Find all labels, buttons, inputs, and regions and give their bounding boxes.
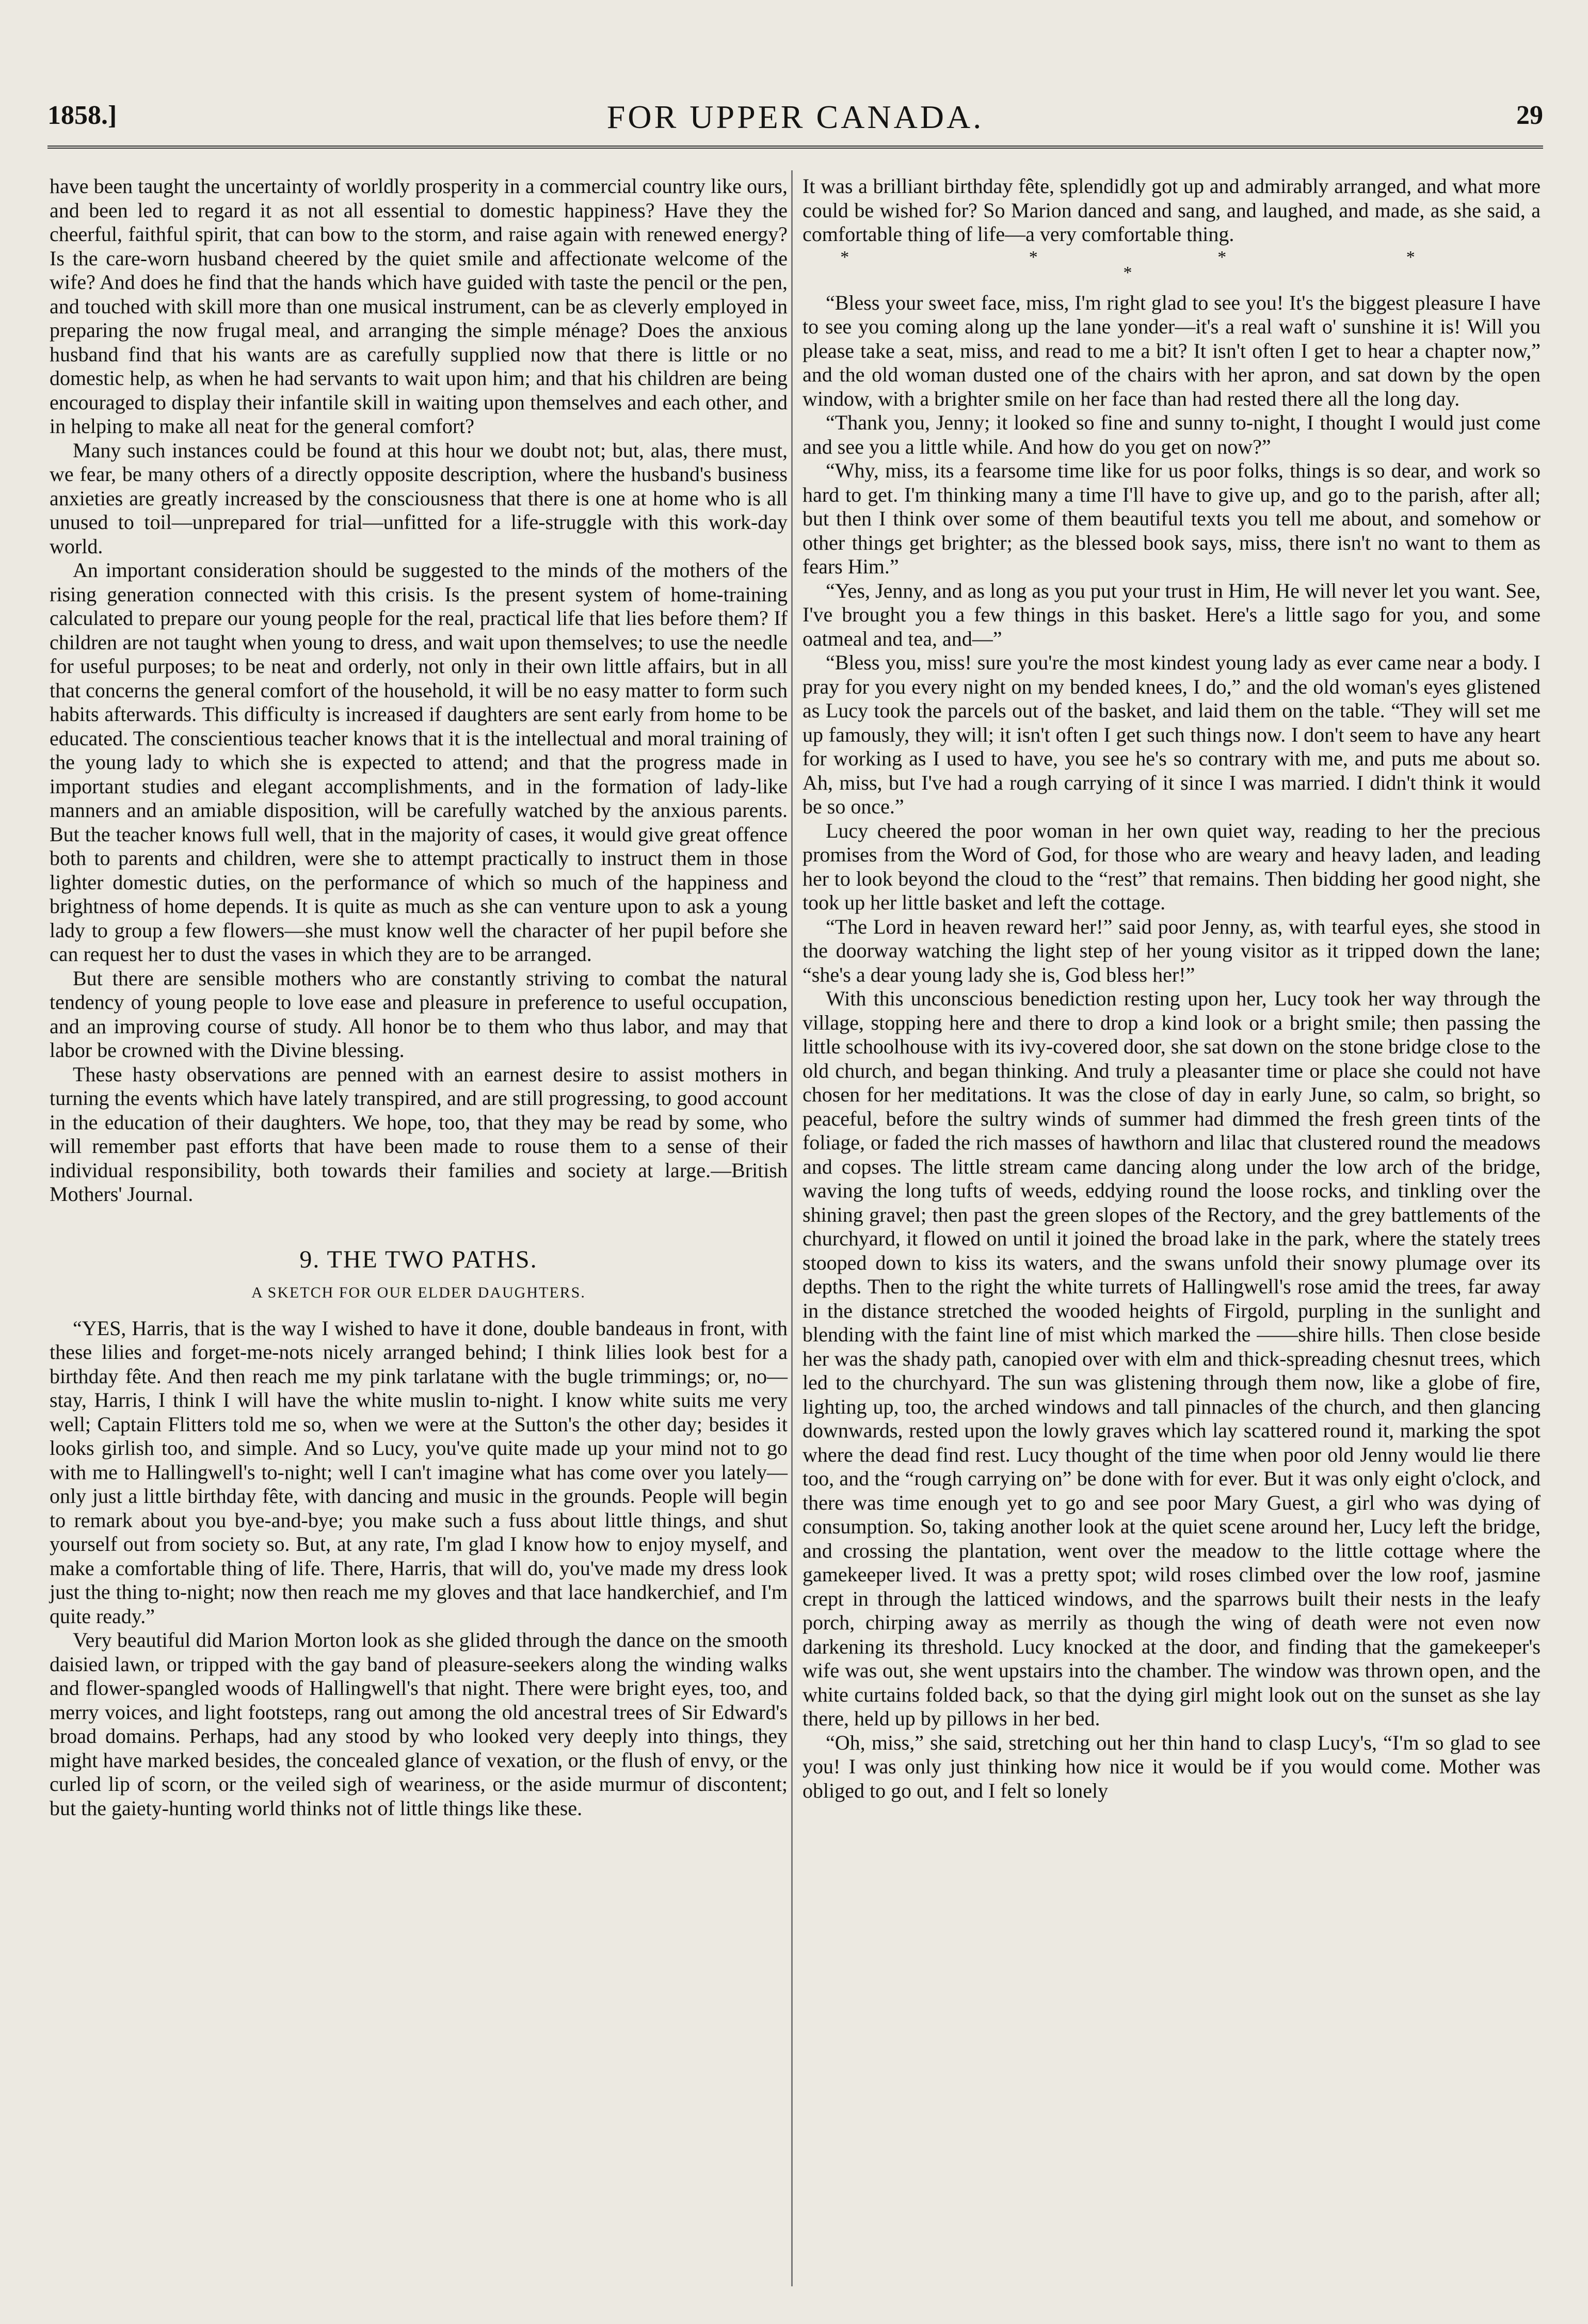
section-break-stars: * * * * * [840, 247, 1503, 282]
running-head [47, 91, 1543, 142]
running-title: FOR UPPER CANADA. [606, 99, 984, 135]
story-paragraph: “Oh, miss,” she said, stretching out her thin hand to clasp Lucy's, “I'm so glad to see you! I was only just thinking how nice it would be if you would come. Mother was obliged to go out, and I felt so lonely [803, 1730, 1541, 1802]
article-paragraph: But there are sensible mothers who are constantly striving to combat the natural tendency of young people to love ease and pleasure in preference to useful occupation, and an improving course of study. All honor be to them who thus labor, and may that labor be crowned with the Divine blessing. [50, 966, 788, 1062]
story-paragraph: “Yes, Jenny, and as long as you put your trust in Him, He will never let you want. See, I've brought you a few things in this basket. Here's a little sago for you, and some oatmeal and tea, and—” [803, 579, 1541, 650]
article-paragraph: have been taught the uncertainty of worldly prosperity in a commercial country like ours, and been led to regard it as not all essential to domestic happiness? Have they the cheerful, faithful spirit, that can bow to the storm, and raise again with renewed energy? Is the care-worn husband cheered by the quiet smile and affectionate welcome of the wife? And does he find that the hands which have guided with taste the pencil or the pen, and touched with skill more than one musical instrument, can be as cleverly employed in preparing the now frugal meal, and arranging the simple ménage? Does the anxious husband find that his wants are as carefully supplied now that there is little or no domestic help, as when he had servants to wait upon him; and that his children are being encouraged to display their infantile skill in waiting upon themselves and each other, and in helping to make all neat for the general comfort? [50, 174, 788, 438]
story-paragraph: “Bless your sweet face, miss, I'm right glad to see you! It's the biggest pleasure I have to see you coming along up the lane yonder—it's a real waft o' sunshine it is! Will you please take a seat, miss, and read to me a bit? It isn't often I get to hear a chapter now,” and the old woman dusted one of the chairs with her apron, and sat down by the open window, with a brighter smile on her face than had rested there all the long day. [803, 291, 1541, 410]
story-paragraph: Lucy cheered the poor woman in her own quiet way, reading to her the precious promises from the Word of God, for those who are weary and heavy laden, and leading her to look beyond the cloud to the “rest” that remains. Then bidding her good night, she took up her little basket and left the cottage. [803, 819, 1541, 914]
left-column [50, 174, 788, 2290]
story-paragraph: “YES, Harris, that is the way I wished to have it done, double bandeaus in front, with these lilies and forget-me-nots nicely arranged behind; I think lilies look best for a birthday fête. And then reach me my pink tarlatane with the bugle trimmings; or, no—stay, Harris, I think I will have the white muslin to-night. I know white suits me very well; Captain Flitters told me so, when we were at the Sutton's the other day; besides it looks girlish too, and simple. And so Lucy, you've quite made up your mind not to go with me to Hallingwell's to-night; well I can't imagine what has come over you lately—only just a little birthday fête, with dancing and music in the grounds. People will begin to remark about you bye-and-bye; you make such a fuss about little things, and shut yourself out from society so. But, at any rate, I'm glad I know how to enjoy myself, and make a comfortable thing of life. There, Harris, that will do, you've made my dress look just the thing to-night; now then reach me my gloves and that lace handkerchief, and I'm quite ready.” [50, 1316, 788, 1628]
story-paragraph: “Thank you, Jenny; it looked so fine and sunny to-night, I thought I would just come and see you a little while. And how do you get on now?” [803, 411, 1541, 458]
right-column [803, 174, 1541, 2290]
story-paragraph: With this unconscious benediction resting upon her, Lucy took her way through the village, stopping here and there to drop a kind look or a bright smile; then passing the little schoolhouse with its ivy-covered door, she sat down on the stone bridge close to the old church, and began thinking. And truly a pleasanter time or place she could not have chosen for her meditations. It was the close of day in early June, so calm, so bright, so peaceful, before the sultry winds of summer had dimmed the fresh green tints of the foliage, or faded the rich masses of hawthorn and lilac that clustered round the meadows and copses. The little stream came dancing along under the low arch of the bridge, waving the long tufts of weeds, eddying round the loose rocks, and tinkling over the shining gravel; then past the green slopes of the Rectory, and the grey battlements of the churchyard, it flowed on until it joined the broad lake in the park, where the stately trees stooped down to kiss its waters, and the swans unfold their snowy plumage over its depths. Then to the right the white turrets of Hallingwell's rose amid the trees, far away in the distance stretched the wooded heights of Firgold, purpling in the sunlight and blending with the faint line of mist which marked the ——shire hills. Then close beside her was the shady path, canopied over with elm and thick-spreading chesnut trees, which led to the churchyard. The sun was glistening through them now, like a globe of fire, lighting up, too, the arched windows and tall pinnacles of the church, and then glancing downwards, rested upon the lowly graves which lay scattered round it, marking the spot where the dead find rest. Lucy thought of the time when poor old Jenny would lie there too, and the “rough carrying on” be done with for ever. But it was only eight o'clock, and there was time enough yet to go and see poor Mary Guest, a girl who was dying of consumption. So, taking another look at the quiet scene around her, Lucy left the bridge, and crossing the plantation, went over the meadow to the little cottage where the gamekeeper lived. It was a pretty spot; wild roses climbed over the low roof, jasmine crept in through the latticed windows, and the sparrows built their nests in the leafy porch, chirping away as merrily as though the wing of death were not even now darkening its threshold. Lucy knocked at the door, and finding that the gamekeeper's wife was out, she went upstairs into the chamber. The window was thrown open, and the white curtains folded back, so that the dying girl might look out on the sunset as she lay there, held up by pillows in her bed. [803, 987, 1541, 1730]
header-rule [47, 146, 1543, 149]
page-number: 29 [1516, 101, 1543, 130]
story-paragraph: “Why, miss, its a fearsome time like for us poor folks, things is so dear, and work so hard to get. I'm thinking many a time I'll have to give up, and go to the parish, after all; but then I think over some of them beautiful texts you tell me about, and somehow or other things get brighter; as the blessed book says, miss, there isn't no want to them as fears Him.” [803, 459, 1541, 578]
article-paragraph: An important consideration should be suggested to the minds of the mothers of the rising generation connected with this crisis. Is the present system of home-training calculated to prepare our young people for the real, practical life that lies before them? If children are not taught when young to dress, and wait upon themselves; to use the needle for useful purposes; to be neat and orderly, not only in their own little affairs, but in all that concerns the general comfort of the household, it will be no easy matter to form such habits afterwards. This difficulty is increased if daughters are sent early from home to be educated. The conscientious teacher knows that it is the intellectual and moral training of the young lady to which she is expected to attend; and that the progress made in important studies and elegant accomplishments, and in the formation of lady-like manners and an amiable disposition, will be carefully watched by the anxious parents. But the teacher knows full well, that in the majority of cases, it would give great offence both to parents and children, were she to attempt practically to instruct them in those lighter domestic duties, on the performance of which so much of the happiness and brightness of home depends. It is quite as much as she can venture upon to ask a young lady to group a few flowers—she must know well the character of her pupil before she can request her to dust the vases in which they are to be arranged. [50, 558, 788, 966]
article-paragraph: Many such instances could be found at this hour we doubt not; but, alas, there must, we fear, be many others of a directly opposite description, where the husband's business anxieties are greatly increased by the consciousness that there is one at home who is all unused to toil—unprepared for trial—unfitted for a life-struggle with this work-day world. [50, 438, 788, 558]
article-paragraph: These hasty observations are penned with an earnest desire to assist mothers in turning the events which have lately transpired, and are still progressing, to good account in the education of their daughters. We hope, too, that they may be read by some, who will remember past efforts that have been made to rouse them to a sense of their individual responsibility, both towards their families and society at large.—British Mothers' Journal. [50, 1062, 788, 1206]
story-paragraph: “Bless you, miss! sure you're the most kindest young lady as ever came near a body. I pray for you every night on my bended knees, I do,” and the old woman's eyes glistened as Lucy took the parcels out of the basket, and laid them on the table. “They will set me up famously, they will; it isn't often I get such things now. I don't seem to have any heart for working as I used to have, you see he's so contrary with me, and puts me about so. Ah, miss, but I've had a rough carrying of it since I was married. I didn't think it would be so once.” [803, 651, 1541, 818]
story-paragraph: Very beautiful did Marion Morton look as she glided through the dance on the smooth daisied lawn, or tripped with the gay band of pleasure-seekers along the winding walks and flower-spangled woods of Hallingwell's that night. There were bright eyes, too, and merry voices, and light footsteps, rang out among the old ancestral trees of Sir Edward's broad domains. Perhaps, had any stood by who looked very deeply into things, they might have marked besides, the concealed glance of vexation, or the flush of envy, or the curled lip of scorn, or the veiled sigh of weariness, or the aside murmur of discontent; but the gaiety-hunting world thinks not of little things like these. [50, 1628, 788, 1820]
story-paragraph: “The Lord in heaven reward her!” said poor Jenny, as, with tearful eyes, she stood in the doorway watching the light step of her young visitor as it tripped down the lane; “she's a dear young lady she is, God bless her!” [803, 915, 1541, 986]
column-divider [791, 170, 793, 2286]
issue-date: 1858.] [47, 101, 117, 130]
section-heading: 9. THE TWO PATHS. [299, 1245, 538, 1273]
section-subheading: A SKETCH FOR OUR ELDER DAUGHTERS. [251, 1284, 586, 1301]
story-paragraph: It was a brilliant birthday fête, splendidly got up and admirably arranged, and what more could be wished for? So Marion danced and sang, and laughed, and made, as she said, a comfortable thing of life—a very comfortable thing. [803, 174, 1541, 246]
